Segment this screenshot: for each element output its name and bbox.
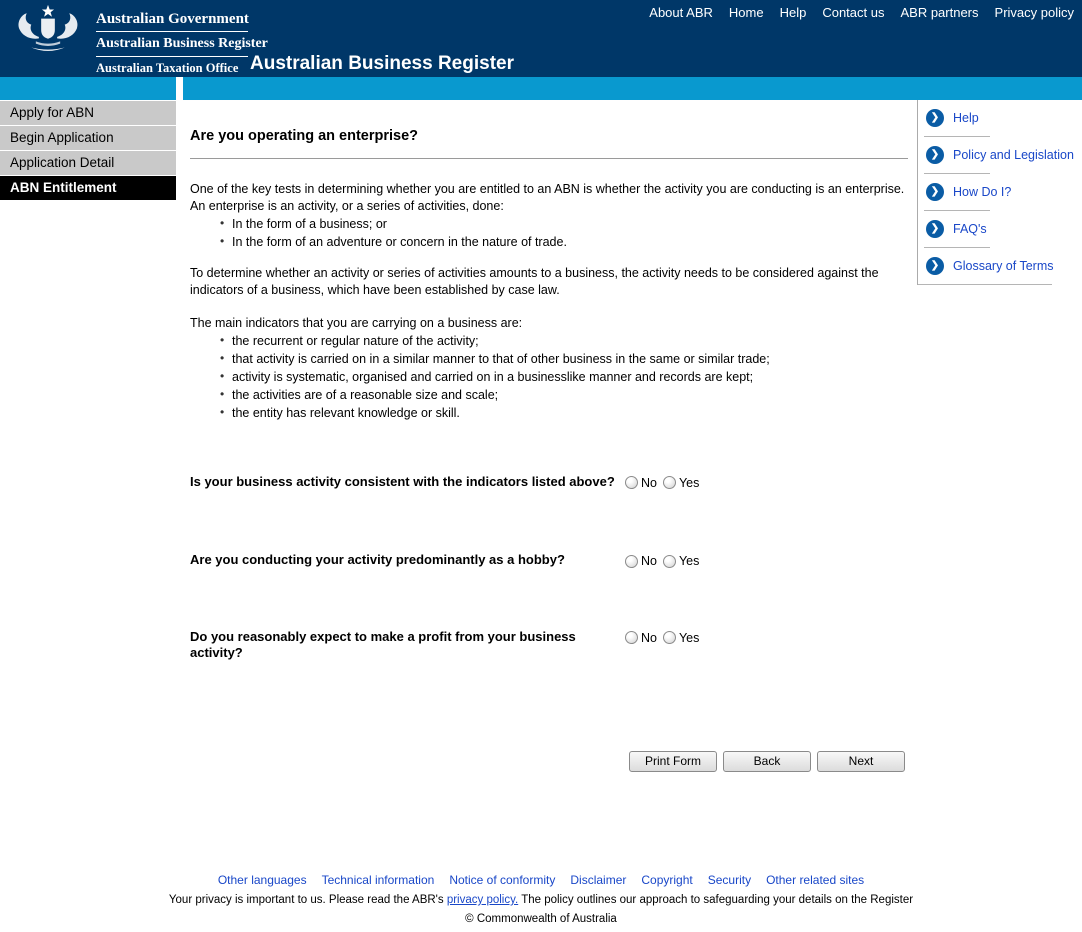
list-item: • the entity has relevant knowledge or skill. — [220, 405, 908, 422]
radio-label-yes[interactable]: Yes — [678, 475, 700, 490]
case-law-paragraph: To determine whether an activity or series of activities amounts to a business, the activity needs to be considered against the indicators of a business, which have been established by case law. — [190, 266, 879, 297]
footer-link-copyright[interactable]: Copyright — [641, 873, 693, 887]
blue-bar-sidebar-segment — [0, 77, 176, 100]
intro-paragraph: One of the key tests in determining whether you are entitled to an ABN is whether the activity you are conducting is an enterprise. An enterprise is an activity, or a series of activities, done: — [190, 182, 905, 213]
page-header — [0, 0, 1082, 77]
radio-group-indicators — [625, 474, 705, 492]
list-item: • the activities are of a reasonable size and scale; — [220, 387, 908, 404]
coat-of-arms-icon — [10, 3, 86, 57]
question-text: Do you reasonably expect to make a profit from your business activity? — [190, 628, 576, 661]
question-text: Is your business activity consistent with the indicators listed above? — [190, 473, 615, 489]
logo-text-block — [96, 3, 268, 78]
chevron-right-circle-icon: ❯ — [926, 146, 944, 164]
chevron-right-circle-icon: ❯ — [926, 109, 944, 127]
sidebar-item-begin-application[interactable]: Begin Application — [0, 126, 176, 150]
top-nav-link-help[interactable]: Help — [779, 5, 807, 20]
help-panel-item-faqs[interactable] — [918, 211, 1075, 247]
footer-link-security[interactable]: Security — [707, 873, 752, 887]
radio-group-profit — [625, 629, 705, 647]
footer-link-disclaimer[interactable]: Disclaimer — [570, 873, 627, 887]
chevron-right-circle-icon: ❯ — [926, 220, 944, 238]
business-indicators-list — [190, 333, 908, 422]
chevron-right-circle-icon: ❯ — [926, 183, 944, 201]
glossary-of-terms-link[interactable]: Glossary of Terms — [953, 259, 1054, 273]
faqs-link[interactable]: FAQ's — [953, 222, 987, 236]
radio-label-yes[interactable]: Yes — [678, 554, 700, 569]
page-title: Are you operating an enterprise? — [190, 128, 419, 144]
left-step-nav — [0, 101, 176, 201]
logo-australian-taxation-office: Australian Taxation Office — [96, 61, 239, 75]
radio-yes[interactable] — [663, 555, 676, 568]
radio-yes[interactable] — [663, 631, 676, 644]
help-panel-item-glossary-of-terms[interactable] — [918, 248, 1075, 284]
logo-australian-government: Australian Government — [96, 11, 249, 27]
question-row-indicators — [190, 474, 908, 492]
sidebar-item-abn-entitlement[interactable]: ABN Entitlement — [0, 176, 176, 200]
page-footer — [0, 873, 1082, 925]
top-nav-link-about-abr[interactable]: About ABR — [649, 5, 713, 20]
radio-no[interactable] — [625, 476, 638, 489]
footer-links — [0, 873, 1082, 887]
question-text: Are you conducting your activity predominantly as a hobby? — [190, 552, 565, 568]
print-form-button[interactable]: Print Form — [629, 751, 717, 772]
policy-and-legislation-link[interactable]: Policy and Legislation — [953, 148, 1074, 162]
question-row-profit — [190, 629, 908, 662]
privacy-statement-before: Your privacy is important to us. Please read the ABR's — [168, 894, 444, 906]
radio-label-no[interactable]: No — [641, 630, 657, 645]
top-nav-link-abr-partners[interactable]: ABR partners — [900, 5, 979, 20]
radio-label-no[interactable]: No — [641, 554, 657, 569]
list-item: • activity is systematic, organised and carried on in a businesslike manner and records are kept; — [220, 369, 908, 386]
logo-australian-business-register: Australian Business Register — [96, 36, 268, 51]
sidebar-item-apply-for-abn[interactable]: Apply for ABN — [0, 101, 176, 125]
top-nav-link-home[interactable]: Home — [728, 5, 764, 20]
radio-yes[interactable] — [663, 476, 676, 489]
form-button-row — [629, 751, 908, 772]
footer-link-technical-information[interactable]: Technical information — [321, 873, 435, 887]
main-content — [190, 120, 908, 772]
radio-group-hobby — [625, 552, 705, 570]
top-nav-link-privacy-policy[interactable]: Privacy policy — [994, 5, 1074, 20]
help-panel-bottom-border — [918, 284, 1052, 285]
sidebar-item-application-detail[interactable]: Application Detail — [0, 151, 176, 175]
privacy-statement — [0, 894, 1082, 906]
help-panel-item-how-do-i[interactable] — [918, 174, 1075, 210]
list-item: • the recurrent or regular nature of the activity; — [220, 333, 908, 350]
footer-link-other-languages[interactable]: Other languages — [217, 873, 307, 887]
title-rule — [190, 158, 908, 159]
blue-bar-content-segment — [183, 77, 1082, 100]
radio-no[interactable] — [625, 555, 638, 568]
help-panel-item-help[interactable] — [918, 100, 1075, 136]
radio-label-yes[interactable]: Yes — [678, 630, 700, 645]
privacy-policy-link[interactable]: privacy policy. — [446, 894, 519, 906]
radio-label-no[interactable]: No — [641, 475, 657, 490]
back-button[interactable]: Back — [723, 751, 811, 772]
radio-no[interactable] — [625, 631, 638, 644]
site-title: Australian Business Register — [250, 53, 514, 74]
question-row-hobby — [190, 552, 908, 570]
help-panel-item-policy-and-legislation[interactable] — [918, 137, 1075, 173]
enterprise-forms-list — [190, 216, 908, 251]
top-nav-link-contact-us[interactable]: Contact us — [822, 5, 885, 20]
how-do-i-link[interactable]: How Do I? — [953, 185, 1012, 199]
list-item: • In the form of a business; or — [220, 216, 908, 233]
list-item: • In the form of an adventure or concern in the nature of trade. — [220, 234, 908, 251]
copyright-notice: © Commonwealth of Australia — [465, 913, 617, 925]
main-indicators-paragraph: The main indicators that you are carrying on a business are: — [190, 316, 523, 331]
footer-link-other-related-sites[interactable]: Other related sites — [766, 873, 865, 887]
footer-link-notice-of-conformity[interactable]: Notice of conformity — [449, 873, 556, 887]
top-nav — [649, 5, 1074, 20]
government-logo — [10, 3, 268, 78]
privacy-statement-after: The policy outlines our approach to safeguarding your details on the Register — [521, 894, 914, 906]
help-panel — [917, 100, 1075, 285]
list-item: • that activity is carried on in a similar manner to that of other business in the same or similar trade; — [220, 351, 908, 368]
next-button[interactable]: Next — [817, 751, 905, 772]
chevron-right-circle-icon: ❯ — [926, 257, 944, 275]
help-link[interactable]: Help — [953, 111, 979, 125]
